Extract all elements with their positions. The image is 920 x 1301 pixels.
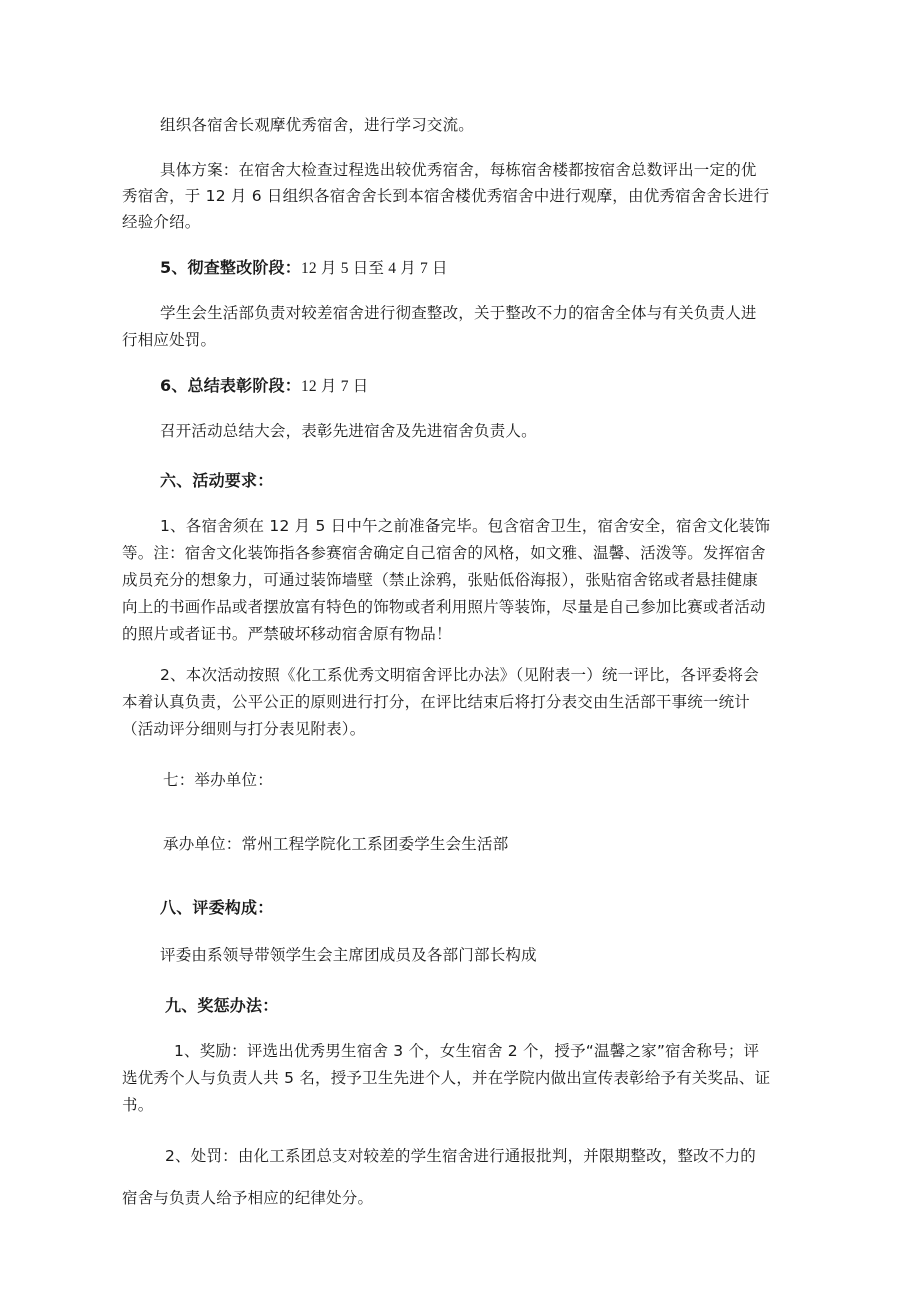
summary-paragraph: 召开活动总结大会，表彰先进宿舍及先进宿舍负责人。 [160, 422, 537, 440]
penalty-line-1: 2、处罚：由化工系团总支对较差的学生宿舍进行通报批判，并限期整改，整改不力的 [165, 1147, 756, 1165]
stage-6-title: 6、总结表彰阶段： [160, 376, 301, 395]
penalty-line-2: 宿舍与负责人给予相应的纪律处分。 [122, 1189, 374, 1207]
judges-text: 评委由系领导带领学生会主席团成员及各部门部长构成 [160, 946, 537, 964]
rectify-line-2: 行相应处罚。 [122, 331, 217, 349]
reward-line-3: 书。 [122, 1096, 154, 1114]
section-9-heading: 九、奖惩办法： [165, 996, 279, 1015]
plan-line-1: 具体方案：在宿舍大检查过程选出较优秀宿舍，每栋宿舍楼都按宿舍总数评出一定的优 [160, 161, 757, 179]
requirement-2-line-3: （活动评分细则与打分表见附表）。 [122, 720, 366, 738]
stage-6-date: 12 月 7 日 [300, 378, 369, 395]
rectify-line-1: 学生会生活部负责对较差宿舍进行彻查整改，关于整改不力的宿舍全体与有关负责人进 [160, 304, 757, 322]
requirement-1-line-5: 的照片或者证书。严禁破坏移动宿舍原有物品！ [122, 625, 452, 643]
reward-line-2: 选优秀个人与负责人共 5 名，授予卫生先进个人，并在学院内做出宣传表彰给予有关奖品、证 [122, 1069, 771, 1087]
section-8-heading: 八、评委构成： [160, 898, 274, 917]
plan-line-2: 秀宿舍，于 12 月 6 日组织各宿舍舍长到本宿舍楼优秀宿舍中进行观摩，由优秀宿舍舍长进行 [122, 187, 770, 205]
stage-5-title: 5、彻查整改阶段： [160, 258, 301, 277]
stage-5-date: 12 月 5 日至 4 月 7 日 [300, 260, 448, 277]
stage-6-heading [160, 376, 368, 397]
requirement-1-line-3: 成员充分的想象力，可通过装饰墙壁（禁止涂鸦，张贴低俗海报），张贴宿舍铭或者悬挂健康 [122, 571, 758, 589]
section-6-heading: 六、活动要求： [160, 471, 274, 490]
section-7-heading: 七：举办单位： [163, 771, 273, 789]
paragraph-observe: 组织各宿舍长观摩优秀宿舍，进行学习交流。 [160, 116, 475, 134]
reward-line-1: 1、奖励：评选出优秀男生宿舍 3 个，女生宿舍 2 个，授予“温馨之家”宿舍称号；评 [174, 1042, 760, 1060]
requirement-2-line-2: 本着认真负责，公平公正的原则进行打分，在评比结束后将打分表交由生活部干事统一统计 [122, 693, 751, 711]
stage-5-heading [160, 258, 448, 279]
requirement-1-line-2: 等。注：宿舍文化装饰指各参赛宿舍确定自己宿舍的风格，如文雅、温馨、活泼等。发挥宿舍 [122, 544, 766, 562]
requirement-1-line-1: 1、各宿舍须在 12 月 5 日中午之前准备完毕。包含宿舍卫生，宿舍安全，宿舍文化装饰 [160, 517, 771, 535]
requirement-2-line-1: 2、本次活动按照《化工系优秀文明宿舍评比办法》（见附表一）统一评比，各评委将会 [160, 666, 759, 684]
organizer-text: 承办单位：常州工程学院化工系团委学生会生活部 [163, 835, 509, 853]
requirement-1-line-4: 向上的书画作品或者摆放富有特色的饰物或者利用照片等装饰，尽量是自己参加比赛或者活动 [122, 598, 766, 616]
plan-line-3: 经验介绍。 [122, 213, 201, 231]
